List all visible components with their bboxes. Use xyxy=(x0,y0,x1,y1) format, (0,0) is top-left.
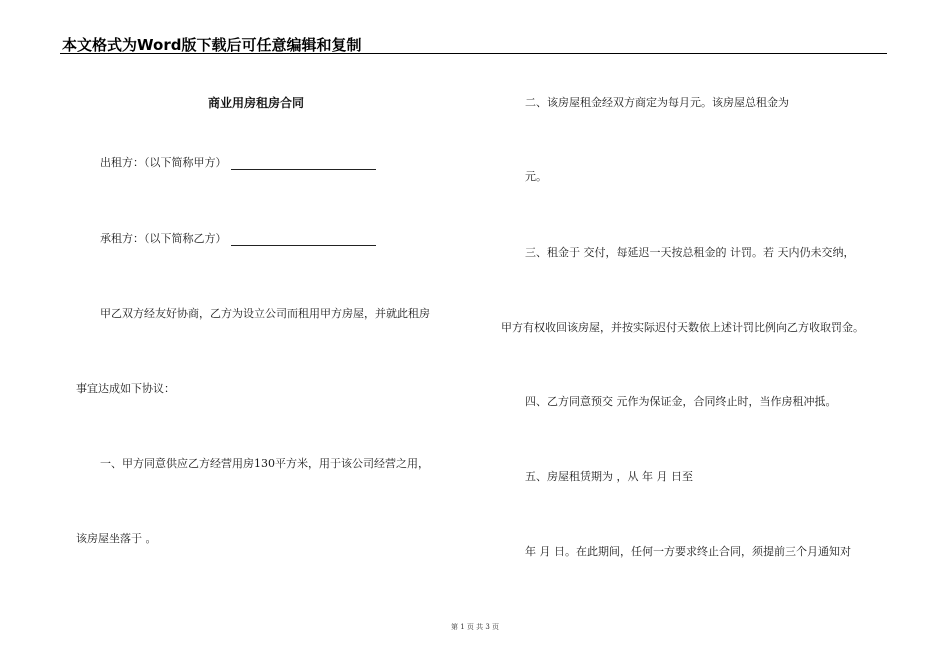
clause1-line-1: 一、甲方同意供应乙方经营用房130平方米，用于该公司经营之用， xyxy=(100,457,429,470)
intro-line-1: 甲乙双方经友好协商，乙方为设立公司而租用甲方房屋，并就此租房 xyxy=(100,307,430,320)
page-indicator: 第 1 页 共 3 页 xyxy=(450,623,500,631)
clause2-line-1: 二、该房屋租金经双方商定为每月元。该房屋总租金为 xyxy=(525,96,789,109)
clause2-line-2: 元。 xyxy=(525,170,547,183)
clause4-line-1: 四、乙方同意预交 元作为保证金，合同终止时，当作房租冲抵。 xyxy=(525,395,837,408)
clause5-line-2: 年 月 日。在此期间，任何一方要求终止合同，须提前三个月通知对 xyxy=(525,545,851,558)
clause3-line-2: 甲方有权收回该房屋，并按实际迟付天数依上述计罚比例向乙方收取罚金。 xyxy=(501,321,864,334)
header-banner: 本文格式为Word版下载后可任意编辑和复制 xyxy=(62,36,362,54)
clause3-line-1: 三、租金于 交付，每延迟一天按总租金的 计罚。若 天内仍未交纳， xyxy=(525,246,855,259)
lessee-label: 承租方：（以下简称乙方） xyxy=(100,232,227,245)
header-divider xyxy=(60,53,887,54)
lessor-label: 出租方：（以下简称甲方） xyxy=(100,156,227,169)
lessee-blank xyxy=(231,234,376,246)
lessor-blank xyxy=(231,158,376,170)
clause1-line-2: 该房屋坐落于 。 xyxy=(76,532,157,545)
lessee-line xyxy=(100,230,376,246)
lessor-line xyxy=(100,154,376,170)
contract-title: 商业用房租房合同 xyxy=(208,96,305,110)
intro-line-2: 事宜达成如下协议： xyxy=(76,382,175,395)
clause5-line-1: 五、房屋租赁期为 ，从 年 月 日至 xyxy=(525,470,693,483)
